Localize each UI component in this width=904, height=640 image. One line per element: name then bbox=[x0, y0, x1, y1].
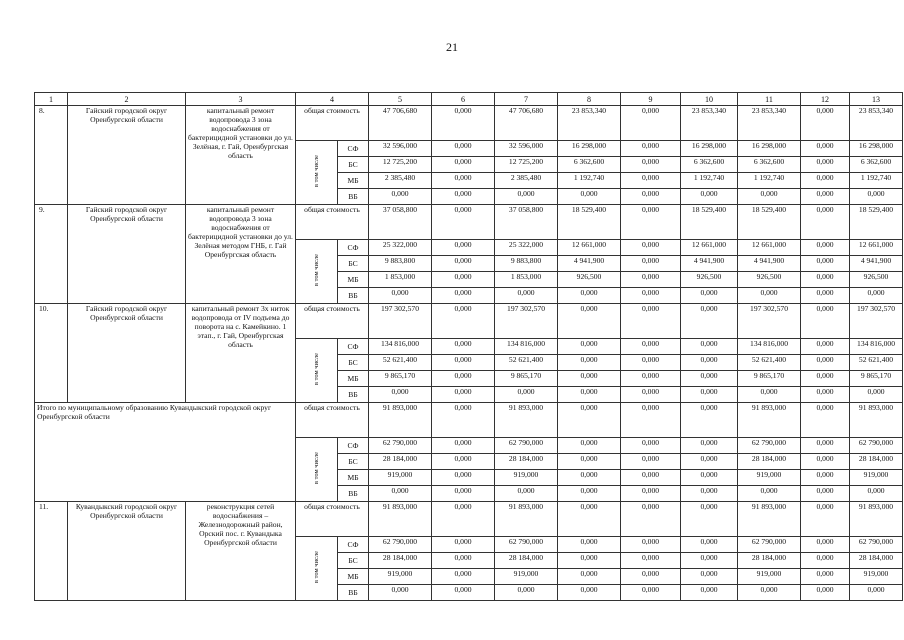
total-cost-label: общая стоимость bbox=[296, 205, 369, 240]
value-cell: 0,000 bbox=[369, 486, 432, 502]
value-cell: 4 941,900 bbox=[738, 256, 801, 272]
value-cell: 91 893,000 bbox=[495, 403, 558, 438]
value-cell: 919,000 bbox=[850, 569, 903, 585]
value-cell: 28 184,000 bbox=[850, 454, 903, 470]
table-row bbox=[35, 106, 903, 141]
value-cell: 0,000 bbox=[850, 387, 903, 403]
value-cell: 0,000 bbox=[432, 585, 495, 601]
table-row bbox=[35, 403, 903, 438]
value-cell: 0,000 bbox=[621, 288, 681, 304]
value-cell: 0,000 bbox=[558, 585, 621, 601]
value-cell: 0,000 bbox=[621, 454, 681, 470]
value-cell: 0,000 bbox=[801, 189, 850, 205]
value-cell: 0,000 bbox=[850, 288, 903, 304]
value-cell: 0,000 bbox=[432, 304, 495, 339]
object-description: капитальный ремонт водопровода 3 зона водоснабжения от бактерицидной установки до ул. Зелёная методом ГНБ, г. Гай Оренбургская область bbox=[186, 205, 296, 304]
value-cell: 0,000 bbox=[801, 157, 850, 173]
page-number: 21 bbox=[446, 40, 458, 54]
value-cell: 197 302,570 bbox=[850, 304, 903, 339]
value-cell: 28 184,000 bbox=[738, 553, 801, 569]
value-cell: 0,000 bbox=[801, 256, 850, 272]
value-cell: 9 883,800 bbox=[369, 256, 432, 272]
header-cell: 13 bbox=[850, 93, 903, 106]
value-cell: 0,000 bbox=[495, 189, 558, 205]
value-cell: 0,000 bbox=[432, 205, 495, 240]
value-cell: 0,000 bbox=[738, 585, 801, 601]
value-cell: 9 865,170 bbox=[850, 371, 903, 387]
value-cell: 32 596,000 bbox=[369, 141, 432, 157]
value-cell: 197 302,570 bbox=[738, 304, 801, 339]
including-label-cell bbox=[296, 240, 338, 304]
including-label-cell bbox=[296, 537, 338, 601]
table-row bbox=[35, 502, 903, 537]
value-cell: 2 385,480 bbox=[495, 173, 558, 189]
value-cell: 0,000 bbox=[558, 569, 621, 585]
municipality-name: Гайский городской округ Оренбургской области bbox=[68, 304, 186, 403]
funding-source: МБ bbox=[338, 272, 369, 288]
value-cell: 0,000 bbox=[369, 585, 432, 601]
value-cell: 0,000 bbox=[558, 470, 621, 486]
value-cell: 0,000 bbox=[801, 585, 850, 601]
header-cell: 11 bbox=[738, 93, 801, 106]
value-cell: 134 816,000 bbox=[850, 339, 903, 355]
value-cell: 0,000 bbox=[432, 454, 495, 470]
value-cell: 1 853,000 bbox=[369, 272, 432, 288]
header-cell: 2 bbox=[68, 93, 186, 106]
value-cell: 0,000 bbox=[621, 272, 681, 288]
value-cell: 0,000 bbox=[681, 288, 738, 304]
funding-source: ВБ bbox=[338, 585, 369, 601]
funding-source: МБ bbox=[338, 569, 369, 585]
value-cell: 6 362,600 bbox=[738, 157, 801, 173]
value-cell: 28 184,000 bbox=[738, 454, 801, 470]
funding-source: БС bbox=[338, 157, 369, 173]
funding-source: СФ bbox=[338, 240, 369, 256]
value-cell: 28 184,000 bbox=[495, 553, 558, 569]
value-cell: 0,000 bbox=[801, 288, 850, 304]
value-cell: 0,000 bbox=[432, 141, 495, 157]
value-cell: 134 816,000 bbox=[738, 339, 801, 355]
value-cell: 0,000 bbox=[621, 355, 681, 371]
value-cell: 0,000 bbox=[495, 486, 558, 502]
value-cell: 47 706,680 bbox=[369, 106, 432, 141]
subtotal-label: Итого по муниципальному образованию Кувандыкский городской округ Оренбургской области bbox=[35, 403, 296, 502]
value-cell: 0,000 bbox=[621, 304, 681, 339]
value-cell: 12 661,000 bbox=[738, 240, 801, 256]
funding-source: БС bbox=[338, 454, 369, 470]
value-cell: 37 058,800 bbox=[495, 205, 558, 240]
value-cell: 62 790,000 bbox=[369, 438, 432, 454]
value-cell: 0,000 bbox=[558, 387, 621, 403]
value-cell: 0,000 bbox=[681, 371, 738, 387]
value-cell: 926,500 bbox=[738, 272, 801, 288]
value-cell: 16 298,000 bbox=[681, 141, 738, 157]
including-label-cell bbox=[296, 339, 338, 403]
value-cell: 197 302,570 bbox=[495, 304, 558, 339]
including-label-cell bbox=[296, 438, 338, 502]
value-cell: 0,000 bbox=[801, 240, 850, 256]
value-cell: 0,000 bbox=[558, 537, 621, 553]
funding-source: СФ bbox=[338, 537, 369, 553]
value-cell: 52 621,400 bbox=[495, 355, 558, 371]
value-cell: 0,000 bbox=[681, 304, 738, 339]
including-label-cell bbox=[296, 141, 338, 205]
table-row bbox=[35, 205, 903, 240]
value-cell: 0,000 bbox=[801, 173, 850, 189]
value-cell: 0,000 bbox=[432, 553, 495, 569]
value-cell: 91 893,000 bbox=[850, 502, 903, 537]
including-label: в том числе bbox=[313, 155, 320, 188]
funding-source: МБ bbox=[338, 470, 369, 486]
value-cell: 37 058,800 bbox=[369, 205, 432, 240]
value-cell: 0,000 bbox=[432, 240, 495, 256]
funding-source: БС bbox=[338, 256, 369, 272]
value-cell: 0,000 bbox=[558, 553, 621, 569]
value-cell: 32 596,000 bbox=[495, 141, 558, 157]
value-cell: 0,000 bbox=[621, 157, 681, 173]
value-cell: 919,000 bbox=[495, 470, 558, 486]
value-cell: 0,000 bbox=[850, 486, 903, 502]
value-cell: 28 184,000 bbox=[369, 454, 432, 470]
value-cell: 52 621,400 bbox=[850, 355, 903, 371]
value-cell: 0,000 bbox=[738, 189, 801, 205]
header-cell: 9 bbox=[621, 93, 681, 106]
value-cell: 0,000 bbox=[558, 454, 621, 470]
value-cell: 16 298,000 bbox=[738, 141, 801, 157]
header-cell: 12 bbox=[801, 93, 850, 106]
value-cell: 0,000 bbox=[621, 256, 681, 272]
value-cell: 9 865,170 bbox=[738, 371, 801, 387]
value-cell: 9 865,170 bbox=[495, 371, 558, 387]
funding-source: СФ bbox=[338, 339, 369, 355]
value-cell: 0,000 bbox=[495, 387, 558, 403]
value-cell: 16 298,000 bbox=[558, 141, 621, 157]
value-cell: 0,000 bbox=[432, 106, 495, 141]
value-cell: 4 941,900 bbox=[558, 256, 621, 272]
including-label: в том числе bbox=[313, 353, 320, 386]
value-cell: 0,000 bbox=[432, 537, 495, 553]
value-cell: 47 706,680 bbox=[495, 106, 558, 141]
funding-source: МБ bbox=[338, 371, 369, 387]
value-cell: 6 362,600 bbox=[850, 157, 903, 173]
value-cell: 0,000 bbox=[558, 355, 621, 371]
value-cell: 0,000 bbox=[801, 569, 850, 585]
value-cell: 0,000 bbox=[558, 438, 621, 454]
value-cell: 0,000 bbox=[801, 106, 850, 141]
value-cell: 0,000 bbox=[681, 569, 738, 585]
header-cell: 10 bbox=[681, 93, 738, 106]
value-cell: 1 192,740 bbox=[558, 173, 621, 189]
value-cell: 0,000 bbox=[432, 387, 495, 403]
value-cell: 0,000 bbox=[801, 205, 850, 240]
value-cell: 28 184,000 bbox=[495, 454, 558, 470]
table-row bbox=[35, 304, 903, 339]
municipality-name: Гайский городской округ Оренбургской области bbox=[68, 205, 186, 304]
value-cell: 0,000 bbox=[558, 371, 621, 387]
total-cost-label: общая стоимость bbox=[296, 502, 369, 537]
funding-source: БС bbox=[338, 553, 369, 569]
value-cell: 62 790,000 bbox=[850, 438, 903, 454]
value-cell: 62 790,000 bbox=[850, 537, 903, 553]
value-cell: 0,000 bbox=[801, 502, 850, 537]
table-header-row bbox=[35, 93, 903, 106]
object-description: капитальный ремонт водопровода 3 зона водоснабжения от бактерицидной установки до ул. Зелёная, г. Гай, Оренбургская область bbox=[186, 106, 296, 205]
value-cell: 0,000 bbox=[850, 189, 903, 205]
funding-source: СФ bbox=[338, 438, 369, 454]
value-cell: 16 298,000 bbox=[850, 141, 903, 157]
value-cell: 0,000 bbox=[432, 502, 495, 537]
value-cell: 0,000 bbox=[681, 387, 738, 403]
value-cell: 1 853,000 bbox=[495, 272, 558, 288]
header-cell: 1 bbox=[35, 93, 68, 106]
funding-source: ВБ bbox=[338, 189, 369, 205]
value-cell: 0,000 bbox=[558, 288, 621, 304]
value-cell: 0,000 bbox=[738, 288, 801, 304]
value-cell: 25 322,000 bbox=[495, 240, 558, 256]
value-cell: 0,000 bbox=[621, 106, 681, 141]
header-cell: 4 bbox=[296, 93, 369, 106]
value-cell: 91 893,000 bbox=[495, 502, 558, 537]
value-cell: 0,000 bbox=[432, 157, 495, 173]
value-cell: 62 790,000 bbox=[495, 537, 558, 553]
value-cell: 0,000 bbox=[801, 272, 850, 288]
value-cell: 62 790,000 bbox=[369, 537, 432, 553]
value-cell: 0,000 bbox=[621, 205, 681, 240]
value-cell: 919,000 bbox=[369, 569, 432, 585]
object-description: капитальный ремонт 3х ниток водопровода от IV подъема до поворота на с. Камейкино. 1 этап., г. Гай, Оренбургская область bbox=[186, 304, 296, 403]
value-cell: 0,000 bbox=[432, 371, 495, 387]
value-cell: 0,000 bbox=[495, 585, 558, 601]
funding-source: БС bbox=[338, 355, 369, 371]
value-cell: 926,500 bbox=[558, 272, 621, 288]
value-cell: 62 790,000 bbox=[738, 438, 801, 454]
value-cell: 0,000 bbox=[432, 470, 495, 486]
value-cell: 18 529,400 bbox=[850, 205, 903, 240]
value-cell: 0,000 bbox=[432, 173, 495, 189]
value-cell: 197 302,570 bbox=[369, 304, 432, 339]
value-cell: 12 661,000 bbox=[681, 240, 738, 256]
value-cell: 0,000 bbox=[681, 470, 738, 486]
value-cell: 52 621,400 bbox=[369, 355, 432, 371]
value-cell: 0,000 bbox=[850, 585, 903, 601]
value-cell: 18 529,400 bbox=[558, 205, 621, 240]
value-cell: 23 853,340 bbox=[681, 106, 738, 141]
municipality-name: Кувандыкский городской округ Оренбургской области bbox=[68, 502, 186, 601]
value-cell: 0,000 bbox=[621, 387, 681, 403]
value-cell: 0,000 bbox=[801, 553, 850, 569]
value-cell: 91 893,000 bbox=[850, 403, 903, 438]
value-cell: 0,000 bbox=[369, 387, 432, 403]
value-cell: 0,000 bbox=[369, 288, 432, 304]
value-cell: 6 362,600 bbox=[681, 157, 738, 173]
value-cell: 0,000 bbox=[495, 288, 558, 304]
row-number: 11. bbox=[35, 502, 68, 601]
value-cell: 0,000 bbox=[621, 486, 681, 502]
value-cell: 91 893,000 bbox=[738, 502, 801, 537]
value-cell: 0,000 bbox=[558, 339, 621, 355]
value-cell: 0,000 bbox=[681, 339, 738, 355]
row-number: 10. bbox=[35, 304, 68, 403]
total-cost-label: общая стоимость bbox=[296, 106, 369, 141]
value-cell: 9 865,170 bbox=[369, 371, 432, 387]
value-cell: 0,000 bbox=[432, 256, 495, 272]
value-cell: 1 192,740 bbox=[738, 173, 801, 189]
value-cell: 28 184,000 bbox=[850, 553, 903, 569]
value-cell: 6 362,600 bbox=[558, 157, 621, 173]
value-cell: 919,000 bbox=[369, 470, 432, 486]
municipality-name: Гайский городской округ Оренбургской области bbox=[68, 106, 186, 205]
value-cell: 0,000 bbox=[621, 189, 681, 205]
funding-source: СФ bbox=[338, 141, 369, 157]
value-cell: 0,000 bbox=[432, 486, 495, 502]
value-cell: 0,000 bbox=[369, 189, 432, 205]
value-cell: 0,000 bbox=[801, 339, 850, 355]
value-cell: 0,000 bbox=[621, 371, 681, 387]
value-cell: 0,000 bbox=[621, 339, 681, 355]
value-cell: 0,000 bbox=[432, 569, 495, 585]
value-cell: 0,000 bbox=[681, 537, 738, 553]
object-description: реконструкция сетей водоснабжения – Железнодорожный район, Орский пос. г. Кувандыка Оренбургской области bbox=[186, 502, 296, 601]
header-cell: 6 bbox=[432, 93, 495, 106]
value-cell: 0,000 bbox=[621, 141, 681, 157]
value-cell: 12 661,000 bbox=[850, 240, 903, 256]
row-number: 9. bbox=[35, 205, 68, 304]
total-cost-label: общая стоимость bbox=[296, 304, 369, 339]
value-cell: 23 853,340 bbox=[558, 106, 621, 141]
value-cell: 0,000 bbox=[558, 304, 621, 339]
value-cell: 919,000 bbox=[738, 470, 801, 486]
value-cell: 926,500 bbox=[681, 272, 738, 288]
value-cell: 0,000 bbox=[558, 502, 621, 537]
value-cell: 52 621,400 bbox=[738, 355, 801, 371]
value-cell: 12 661,000 bbox=[558, 240, 621, 256]
including-label: в том числе bbox=[313, 452, 320, 485]
value-cell: 1 192,740 bbox=[850, 173, 903, 189]
header-cell: 5 bbox=[369, 93, 432, 106]
value-cell: 0,000 bbox=[801, 537, 850, 553]
value-cell: 18 529,400 bbox=[681, 205, 738, 240]
funding-source: ВБ bbox=[338, 387, 369, 403]
value-cell: 25 322,000 bbox=[369, 240, 432, 256]
value-cell: 12 725,200 bbox=[495, 157, 558, 173]
value-cell: 0,000 bbox=[432, 189, 495, 205]
value-cell: 0,000 bbox=[432, 355, 495, 371]
value-cell: 0,000 bbox=[621, 537, 681, 553]
value-cell: 134 816,000 bbox=[495, 339, 558, 355]
value-cell: 0,000 bbox=[801, 387, 850, 403]
value-cell: 0,000 bbox=[801, 371, 850, 387]
value-cell: 0,000 bbox=[681, 438, 738, 454]
value-cell: 0,000 bbox=[558, 403, 621, 438]
value-cell: 0,000 bbox=[681, 553, 738, 569]
value-cell: 0,000 bbox=[558, 486, 621, 502]
value-cell: 2 385,480 bbox=[369, 173, 432, 189]
value-cell: 0,000 bbox=[801, 486, 850, 502]
value-cell: 0,000 bbox=[801, 454, 850, 470]
value-cell: 919,000 bbox=[738, 569, 801, 585]
value-cell: 62 790,000 bbox=[495, 438, 558, 454]
value-cell: 0,000 bbox=[621, 403, 681, 438]
value-cell: 0,000 bbox=[621, 502, 681, 537]
value-cell: 0,000 bbox=[681, 585, 738, 601]
value-cell: 0,000 bbox=[432, 438, 495, 454]
value-cell: 0,000 bbox=[801, 470, 850, 486]
header-cell: 3 bbox=[186, 93, 296, 106]
value-cell: 18 529,400 bbox=[738, 205, 801, 240]
value-cell: 0,000 bbox=[621, 240, 681, 256]
header-cell: 7 bbox=[495, 93, 558, 106]
value-cell: 0,000 bbox=[558, 189, 621, 205]
value-cell: 0,000 bbox=[738, 486, 801, 502]
value-cell: 0,000 bbox=[681, 189, 738, 205]
value-cell: 0,000 bbox=[681, 502, 738, 537]
value-cell: 0,000 bbox=[621, 569, 681, 585]
value-cell: 0,000 bbox=[681, 355, 738, 371]
value-cell: 23 853,340 bbox=[850, 106, 903, 141]
funding-table bbox=[34, 92, 903, 601]
value-cell: 0,000 bbox=[432, 403, 495, 438]
value-cell: 0,000 bbox=[738, 387, 801, 403]
value-cell: 926,500 bbox=[850, 272, 903, 288]
value-cell: 9 883,800 bbox=[495, 256, 558, 272]
value-cell: 28 184,000 bbox=[369, 553, 432, 569]
value-cell: 0,000 bbox=[621, 585, 681, 601]
value-cell: 62 790,000 bbox=[738, 537, 801, 553]
value-cell: 1 192,740 bbox=[681, 173, 738, 189]
value-cell: 12 725,200 bbox=[369, 157, 432, 173]
value-cell: 919,000 bbox=[850, 470, 903, 486]
value-cell: 91 893,000 bbox=[369, 502, 432, 537]
funding-source: МБ bbox=[338, 173, 369, 189]
value-cell: 4 941,900 bbox=[850, 256, 903, 272]
value-cell: 0,000 bbox=[621, 173, 681, 189]
value-cell: 0,000 bbox=[621, 438, 681, 454]
value-cell: 0,000 bbox=[432, 272, 495, 288]
value-cell: 0,000 bbox=[681, 403, 738, 438]
value-cell: 0,000 bbox=[432, 288, 495, 304]
funding-source: ВБ bbox=[338, 288, 369, 304]
value-cell: 0,000 bbox=[681, 454, 738, 470]
value-cell: 0,000 bbox=[801, 141, 850, 157]
value-cell: 23 853,340 bbox=[738, 106, 801, 141]
value-cell: 0,000 bbox=[801, 438, 850, 454]
value-cell: 0,000 bbox=[681, 486, 738, 502]
including-label: в том числе bbox=[313, 254, 320, 287]
value-cell: 134 816,000 bbox=[369, 339, 432, 355]
value-cell: 0,000 bbox=[801, 304, 850, 339]
header-cell: 8 bbox=[558, 93, 621, 106]
row-number: 8. bbox=[35, 106, 68, 205]
value-cell: 91 893,000 bbox=[369, 403, 432, 438]
value-cell: 0,000 bbox=[432, 339, 495, 355]
value-cell: 0,000 bbox=[801, 403, 850, 438]
value-cell: 0,000 bbox=[621, 553, 681, 569]
total-cost-label: общая стоимость bbox=[296, 403, 369, 438]
value-cell: 919,000 bbox=[495, 569, 558, 585]
value-cell: 91 893,000 bbox=[738, 403, 801, 438]
value-cell: 0,000 bbox=[801, 355, 850, 371]
value-cell: 4 941,900 bbox=[681, 256, 738, 272]
value-cell: 0,000 bbox=[621, 470, 681, 486]
including-label: в том числе bbox=[313, 551, 320, 584]
funding-source: ВБ bbox=[338, 486, 369, 502]
